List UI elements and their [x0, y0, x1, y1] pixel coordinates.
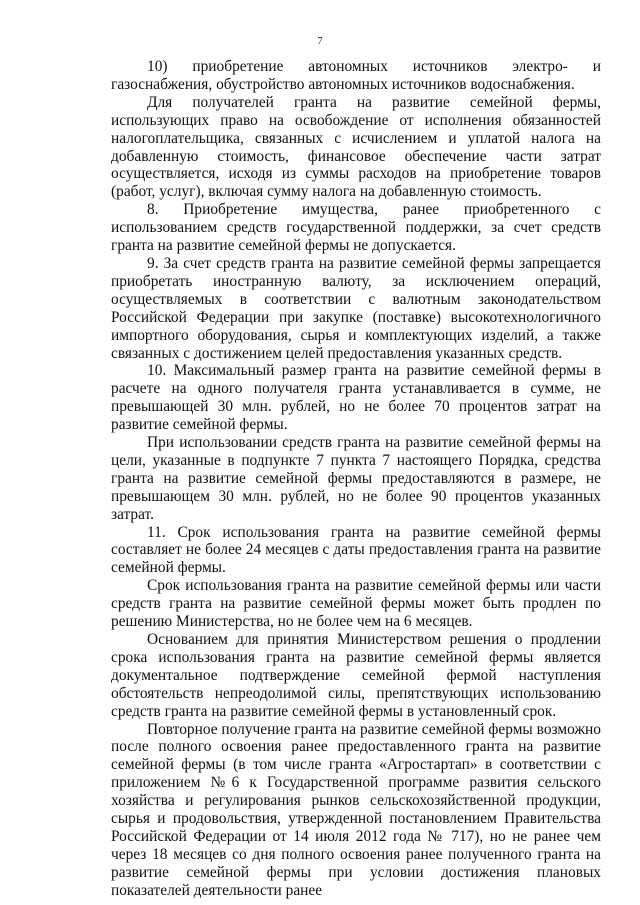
page-number: 7 [317, 35, 323, 47]
paragraph-item-11: 11. Срок использования гранта на развитие семейной фермы составляет не более 24 месяцев с даты предоставления гранта на развитие семейной фермы. [111, 523, 601, 577]
paragraph-item-10: 10. Максимальный размер гранта на развитие семейной фермы в расчете на одного получателя гранта устанавливается в сумме, не превышающей 30 млн. рублей, но не более 70 процентов затрат на развитие семейной фермы. [111, 362, 601, 434]
paragraph-autonomous-sources: 10) приобретение автономных источников электро- и газоснабжения, обустройство автономных источников водоснабжения. [111, 58, 601, 93]
paragraph-term-extension: Срок использования гранта на развитие семейной фермы или части средств гранта на развитие семейной фермы может быть продлен по решению Министерства, но не более чем на 6 месяцев. [111, 577, 601, 631]
paragraph-extension-grounds: Основанием для принятия Министерством решения о продлении срока использования гранта на развитие семейной фермы является документальное подтверждение семейной фермой наступления обстоятельств непреодолимой силы, препятствующих использованию средств гранта на развитие семейной фермы в установленный срок. [111, 631, 601, 720]
paragraph-grant-usage-limit: При использовании средств гранта на развитие семейной фермы на цели, указанные в подпункте 7 пункта 7 настоящего Порядка, средства гранта на развитие семейной фермы предоставляются в размере, не превышающем 30 млн. рублей, но не более 90 процентов указанных затрат. [111, 434, 601, 523]
paragraph-item-8: 8. Приобретение имущества, ранее приобретенного с использованием средств государственной поддержки, за счет средств гранта на развитие семейной фермы не допускается. [111, 201, 601, 255]
paragraph-item-9: 9. За счет средств гранта на развитие семейной фермы запрещается приобретать иностранную валюту, за исключением операций, осуществляемых в соответствии с валютным законодательством Российской Федерации при закупке (поставке) высокотехнологичного импортного оборудования, сырья и комплектующих изделий, а также связанных с достижением целей предоставления указанных средств. [111, 254, 601, 362]
paragraph-repeat-grant: Повторное получение гранта на развитие семейной фермы возможно после полного освоения ранее предоставленного гранта на развитие семейной фермы (в том числе гранта «Агростартап» в соответствии с приложением №6 к Государственной программе развития сельского хозяйства и регулирования рынков сельскохозяйственной продукции, сырья и продовольствия, утвержденной постановлением Правительства Российской Федерации от 14 июля 2012 года № 717), но не ранее чем через 18 месяцев со дня полного освоения ранее полученного гранта на развитие семейной фермы при условии достижения плановых показателей деятельности ранее [111, 720, 601, 899]
paragraph-vat-exemption: Для получателей гранта на развитие семейной фермы, использующих право на освобождение от исполнения обязанностей налогоплательщика, связанных с исчислением и уплатой налога на добавленную стоимость, финансовое обеспечение части затрат осуществляется, исходя из суммы расходов на приобретение товаров (работ, услуг), включая сумму налога на добавленную стоимость. [111, 93, 601, 201]
document-body [111, 58, 601, 900]
